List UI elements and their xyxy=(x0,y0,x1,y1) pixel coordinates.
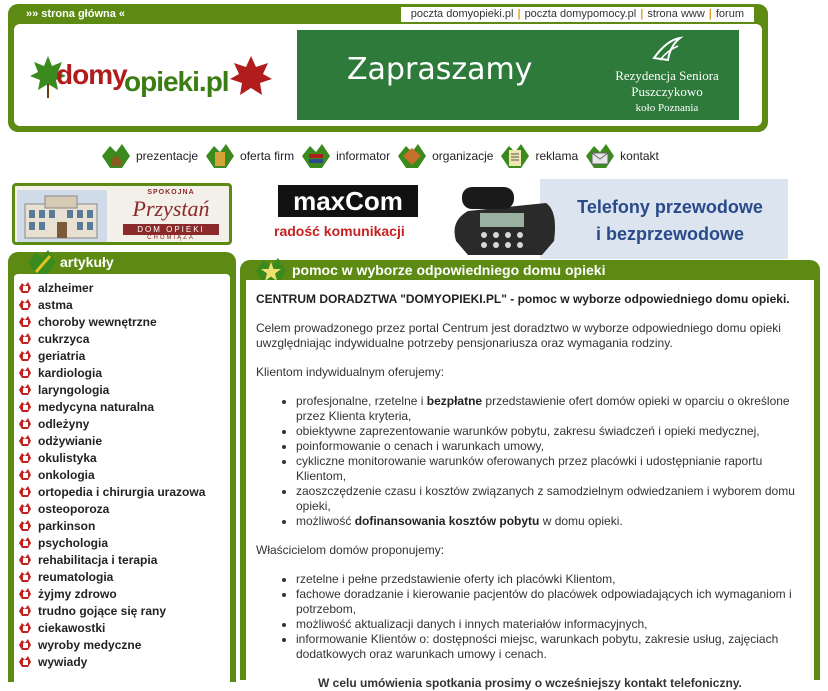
nav-item-reklama[interactable] xyxy=(499,142,578,170)
nav-label: organizacje xyxy=(432,149,494,163)
home-link[interactable]: »» strona główna « xyxy=(26,8,126,20)
banner-rezydencja[interactable] xyxy=(297,30,739,120)
banner-caption xyxy=(597,68,737,116)
banner-headline: Zapraszamy xyxy=(347,52,533,87)
clients-list xyxy=(256,394,804,529)
leaf-bullet-icon xyxy=(18,604,32,617)
sidebar-item[interactable] xyxy=(14,483,230,500)
leaf-bullet-icon xyxy=(18,536,32,549)
banner-line-1: Rezydencja Seniora xyxy=(615,68,719,83)
sidebar-item-label: żyjmy zdrowo xyxy=(38,586,117,601)
sidebar-item-label: ortopedia i chirurgia urazowa xyxy=(38,484,206,499)
leaf-bullet-icon xyxy=(18,332,32,345)
text-strong: dofinansowania kosztów pobytu xyxy=(354,514,540,528)
main-nav xyxy=(100,140,665,172)
leaf-bullet-icon xyxy=(18,502,32,515)
list-item xyxy=(296,394,804,424)
sidebar-item[interactable] xyxy=(14,585,230,602)
main-heading-rest: - pomoc w wyborze odpowiedniego domu opieki. xyxy=(506,292,790,306)
sidebar-item-label: parkinson xyxy=(38,518,96,533)
list-item: • obiektywne zaprezentowanie warunków pobytu, zakresu świadczeń i opieki medycznej, xyxy=(296,424,804,439)
sidebar-item-label: onkologia xyxy=(38,467,95,482)
leaf-bullet-icon xyxy=(18,417,32,430)
sidebar-item-label: okulistyka xyxy=(38,450,97,465)
books-icon xyxy=(300,142,332,170)
leaf-bullet-icon xyxy=(18,621,32,634)
sidebar-item-label: geriatria xyxy=(38,348,86,363)
sidebar-item[interactable] xyxy=(14,347,230,364)
main-intro: Celem prowadzonego przez portal Centrum jest doradztwo w wyborze odpowiedniego domu opieki uwzględniając indywidualne potrzeby pensjonariusza oraz wymagania rodziny. xyxy=(256,321,781,350)
leaf-bullet-icon xyxy=(18,655,32,668)
sidebar-item[interactable] xyxy=(14,330,230,347)
sidebar-item-label: alzheimer xyxy=(38,280,94,295)
banner-line-3: koło Poznania xyxy=(635,102,699,114)
nav-item-informator[interactable] xyxy=(300,142,390,170)
nav-item-organizacje[interactable] xyxy=(396,142,493,170)
sidebar-item[interactable] xyxy=(14,279,230,296)
sidebar-item[interactable] xyxy=(14,415,230,432)
top-links xyxy=(401,7,754,22)
leaf-bullet-icon xyxy=(18,400,32,413)
banner-line-2: Puszczykowo xyxy=(631,84,703,99)
nav-label: informator xyxy=(336,149,391,163)
sidebar-item-label: wywiady xyxy=(38,654,88,669)
top-link-poczta-domyopieki[interactable]: poczta domyopieki.pl xyxy=(410,8,514,20)
text: przedstawienie ofert domów opieki w oparciu o określone przez Klienta kryteria, xyxy=(296,394,790,423)
building-icon xyxy=(204,142,236,170)
sidebar-item-label: osteoporoza xyxy=(38,501,110,516)
leaf-bullet-icon xyxy=(18,519,32,532)
sidebar-item[interactable] xyxy=(14,500,230,517)
house-icon xyxy=(100,142,132,170)
sidebar-item[interactable] xyxy=(14,432,230,449)
top-bar xyxy=(8,4,768,24)
sidebar-item-label: cukrzyca xyxy=(38,331,90,346)
text: w domu opieki. xyxy=(539,514,623,528)
footer-note: W celu umówienia spotkania prosimy o wcześniejszy kontakt telefoniczny. xyxy=(318,676,742,690)
sidebar-item[interactable] xyxy=(14,296,230,313)
list-item: • cykliczne monitorowanie warunków oferowanych przez placówki i udostępnianie raportu Klientom, xyxy=(296,454,804,484)
clients-intro: Klientom indywidualnym oferujemy: xyxy=(256,365,445,379)
sidebar-list xyxy=(14,274,230,670)
text-strong: bezpłatne xyxy=(426,394,483,408)
maxcom-line-2: i bezprzewodowe xyxy=(595,224,745,244)
maxcom-logo: maxCom xyxy=(278,185,418,217)
sidebar-item-label: astma xyxy=(38,297,73,312)
divider: | xyxy=(708,8,712,20)
telephone-icon xyxy=(450,181,560,259)
sidebar-item-label: odżywianie xyxy=(38,433,103,448)
leaf-bullet-icon xyxy=(18,570,32,583)
maxcom-blue-panel xyxy=(540,179,788,259)
maple-leaf-icon xyxy=(228,54,274,100)
leaf-bullet-icon xyxy=(18,451,32,464)
top-link-poczta-domypomocy[interactable]: poczta domypomocy.pl xyxy=(524,8,637,20)
nav-label: reklama xyxy=(535,149,579,163)
leaf-bullet-icon xyxy=(18,366,32,379)
header xyxy=(8,4,768,132)
nav-item-prezentacje[interactable] xyxy=(100,142,198,170)
leaf-bullet-icon xyxy=(18,468,32,481)
sidebar-item[interactable] xyxy=(14,466,230,483)
sidebar-articles xyxy=(8,252,236,682)
sidebar-item-label: wyroby medyczne xyxy=(38,637,142,652)
promo-left-name: Przystań xyxy=(132,196,210,221)
sidebar-item-label: psychologia xyxy=(38,535,109,550)
sidebar-item-label: choroby wewnętrzne xyxy=(38,314,157,329)
sidebar-item[interactable] xyxy=(14,364,230,381)
sidebar-item[interactable] xyxy=(14,551,230,568)
text: możliwość xyxy=(296,514,355,528)
list-item xyxy=(296,514,804,529)
leaf-bullet-icon xyxy=(18,315,32,328)
pen-leaf-icon xyxy=(26,248,58,276)
sidebar-item-label: reumatologia xyxy=(38,569,114,584)
top-link-forum[interactable]: forum xyxy=(715,8,744,20)
owners-list xyxy=(256,572,804,662)
logo-opieki: opieki.pl xyxy=(124,66,229,97)
envelope-icon xyxy=(584,142,616,170)
leaf-bullet-icon xyxy=(18,587,32,600)
sidebar-item-label: laryngologia xyxy=(38,382,110,397)
sidebar-item[interactable] xyxy=(14,636,230,653)
sidebar-item-label: kardiologia xyxy=(38,365,103,380)
promo-maxcom[interactable] xyxy=(270,179,788,259)
sidebar-item-label: ciekawostki xyxy=(38,620,106,635)
main-heading-strong: CENTRUM DORADZTWA "DOMYOPIEKI.PL" xyxy=(256,292,507,306)
sidebar-item-label: medycyna naturalna xyxy=(38,399,155,414)
leaf-bullet-icon xyxy=(18,553,32,566)
leaf-bullet-icon xyxy=(18,298,32,311)
sidebar-item[interactable] xyxy=(14,517,230,534)
list-item: • informowanie Klientów o: dostępności miejsc, warunkach pobytu, zakresie usług, zajęciach dodatkowych oraz warunkach umowy i cenach. xyxy=(296,632,804,662)
main-content-panel xyxy=(240,260,820,690)
leaf-bullet-icon xyxy=(18,434,32,447)
list-item: • fachowe doradzanie i kierowanie pacjentów do placówek odpowiadających ich wymaganiom i potrzebom, xyxy=(296,587,804,617)
leaf-bullet-icon xyxy=(18,281,32,294)
sidebar-item-label: rehabilitacja i terapia xyxy=(38,552,158,567)
leaf-bullet-icon xyxy=(18,349,32,362)
list-item: • zaoszczędzenie czasu i kosztów związanych z samodzielnym odwiedzaniem i wyborem domu opieki, xyxy=(296,484,804,514)
list-item: • poinformowanie o cenach i warunkach umowy, xyxy=(296,439,804,454)
nav-label: kontakt xyxy=(620,149,659,163)
promo-left-top: SPOKOJNA xyxy=(147,189,195,196)
main-heading xyxy=(256,292,804,307)
divider: | xyxy=(517,8,521,20)
sidebar-item[interactable] xyxy=(14,313,230,330)
maxcom-slogan: radość komunikacji xyxy=(274,223,405,239)
leaf-bullet-icon xyxy=(18,638,32,651)
logo-domy: domy xyxy=(56,59,127,90)
nav-item-oferta-firm[interactable] xyxy=(204,142,294,170)
top-link-strona-www[interactable]: strona www xyxy=(647,8,705,20)
nav-item-kontakt[interactable] xyxy=(584,142,659,170)
building-illustration-icon xyxy=(17,190,107,242)
sidebar-item[interactable] xyxy=(14,381,230,398)
sidebar-item[interactable] xyxy=(14,398,230,415)
divider: | xyxy=(640,8,644,20)
main-content xyxy=(246,280,814,690)
sidebar-item-label: trudno gojące się rany xyxy=(38,603,167,618)
sidebar-item[interactable] xyxy=(14,619,230,636)
maxcom-line-1: Telefony przewodowe xyxy=(577,197,763,217)
notepad-icon xyxy=(499,142,531,170)
sidebar-title: artykuły xyxy=(60,254,114,270)
nav-label: prezentacje xyxy=(136,149,199,163)
sidebar-item[interactable] xyxy=(14,534,230,551)
sidebar-item[interactable] xyxy=(14,568,230,585)
list-item: • możliwość aktualizacji danych i innych materiałów informacyjnych, xyxy=(296,617,804,632)
nav-label: oferta firm xyxy=(240,149,295,163)
sidebar-item[interactable] xyxy=(14,602,230,619)
globe-icon xyxy=(396,142,428,170)
promo-przystan[interactable] xyxy=(12,183,232,245)
header-inner xyxy=(14,24,762,126)
leaf-bullet-icon xyxy=(18,383,32,396)
sidebar-list-container xyxy=(14,274,230,684)
promo-left-dom: DOM OPIEKI xyxy=(123,224,219,235)
sidebar-item[interactable] xyxy=(14,653,230,670)
sidebar-item-label: odleżyny xyxy=(38,416,90,431)
owners-intro: Właścicielom domów proponujemy: xyxy=(256,543,445,557)
main-title: pomoc w wyborze odpowiedniego domu opieki xyxy=(292,262,606,278)
promo-left-town: CHOMIĄŻA xyxy=(147,235,195,241)
site-logo[interactable] xyxy=(28,54,278,104)
sidebar-item[interactable] xyxy=(14,449,230,466)
leaf-bullet-icon xyxy=(18,485,32,498)
bird-logo-icon xyxy=(652,36,682,64)
list-item: • rzetelne i pełne przedstawienie oferty ich placówki Klientom, xyxy=(296,572,804,587)
text: profesjonalne, rzetelne i xyxy=(296,394,427,408)
